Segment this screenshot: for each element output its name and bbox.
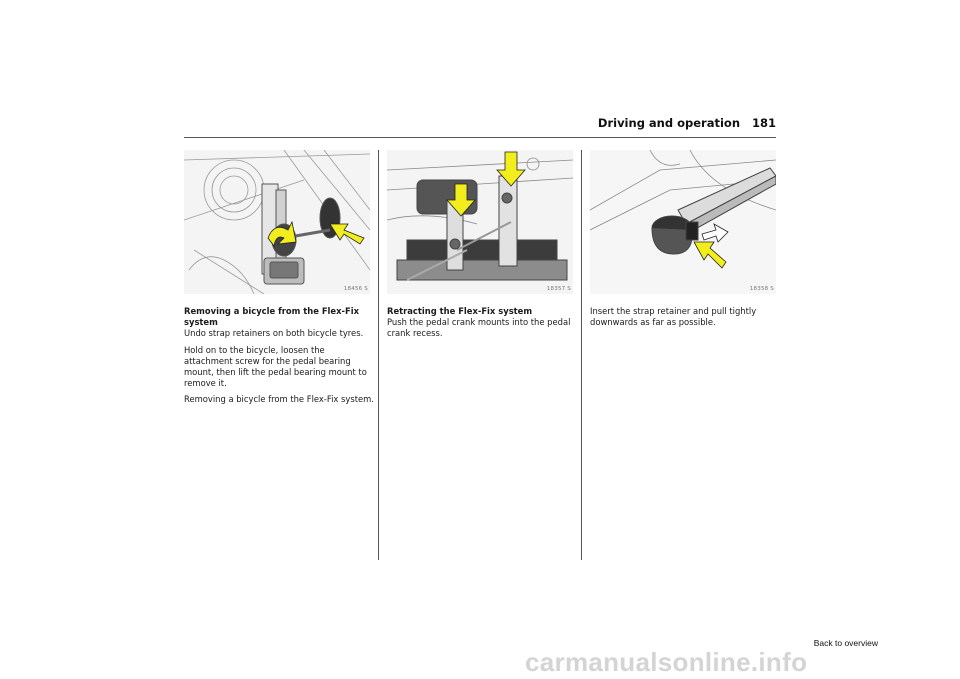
text-column-1 (184, 306, 374, 411)
section-heading: Removing a bicycle from the Flex-Fix system (184, 306, 359, 328)
watermark: carmanualsonline.info (525, 647, 808, 677)
column-divider (378, 150, 379, 560)
figure-code: 18456 S (343, 286, 368, 292)
back-to-overview-link[interactable]: Back to overview (813, 638, 878, 648)
section-heading: Retracting the Flex-Fix system (387, 306, 533, 316)
paragraph: Push the pedal crank mounts into the pedal crank recess. (387, 317, 571, 339)
paragraph: Undo strap retainers on both bicycle tyres. (184, 328, 364, 339)
page-header (184, 114, 776, 138)
figure-retracting-system (387, 150, 573, 294)
page-number: 181 (751, 116, 776, 130)
column-divider (581, 150, 582, 560)
figure-pedal-bearing-mount (184, 150, 370, 294)
paragraph: Removing a bicycle from the Flex-Fix system. (184, 394, 374, 405)
pedal-mount-illustration (184, 150, 370, 294)
figure-code: 18358 S (749, 286, 774, 292)
paragraph: Insert the strap retainer and pull tightly downwards as far as possible. (590, 306, 757, 328)
section-title: Driving and operation (597, 116, 740, 130)
strap-retainer-illustration (590, 150, 776, 294)
figure-code: 18357 S (546, 286, 571, 292)
figure-strap-retainer (590, 150, 776, 294)
paragraph: Hold on to the bicycle, loosen the attachment screw for the pedal bearing mount, then lift the pedal bearing mount to remove it. (184, 344, 367, 389)
text-column-3 (590, 306, 780, 333)
text-column-2 (387, 306, 577, 345)
retracting-illustration (387, 150, 573, 294)
header-rule (184, 137, 776, 138)
